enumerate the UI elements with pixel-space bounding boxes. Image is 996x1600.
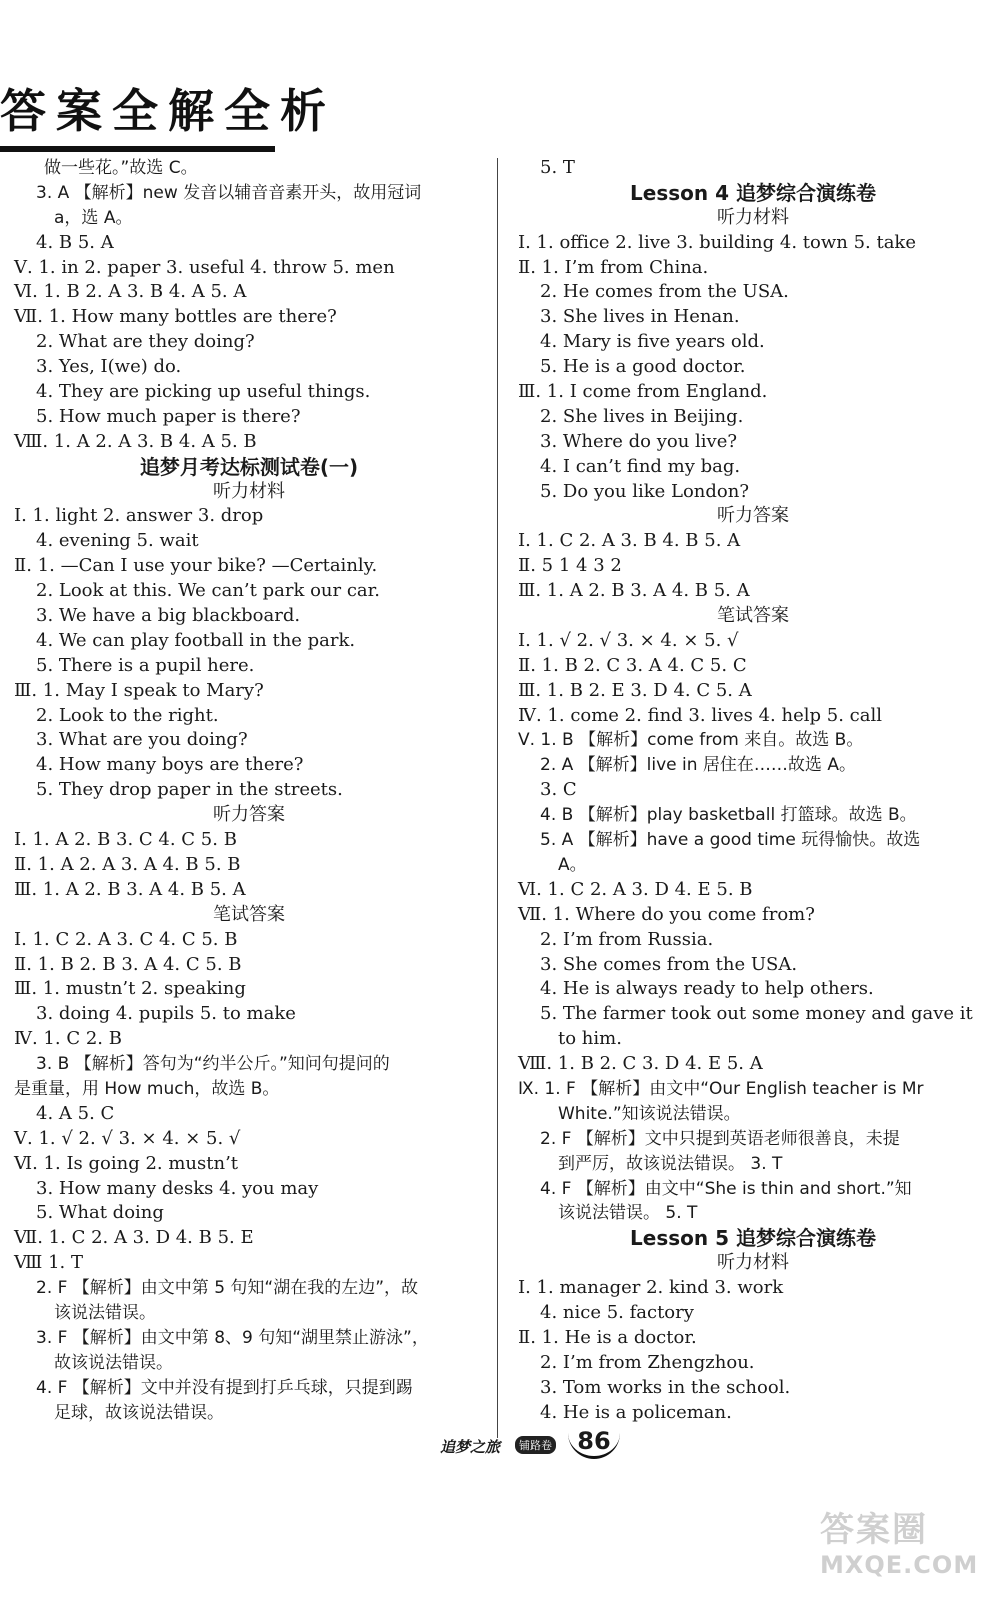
answer-line: 5. A 【解析】have a good time 玩得愉快。故选 [540,830,921,851]
answer-line: Ⅳ. 1. C 2. B [14,1028,122,1050]
answer-line: Ⅲ. 1. A 2. B 3. A 4. B 5. A [518,580,750,602]
answer-line: 3. How many desks 4. you may [36,1177,319,1199]
answer-line: Ⅰ. 1. √ 2. √ 3. × 4. × 5. √ [518,629,739,651]
answer-line: 足球，故该说法错误。 [54,1402,224,1423]
answer-line: 3. F 【解析】由文中第 8、9 句知“湖里禁止游泳”， [36,1327,429,1348]
answer-line: 2. F 【解析】由文中第 5 句知“湖在我的左边”，故 [36,1278,419,1299]
answer-line: 是重量，用 How much，故选 B。 [14,1078,280,1099]
answer-line: Ⅳ. 1. come 2. find 3. lives 4. help 5. call [518,704,882,726]
answer-line: 3. She lives in Henan. [540,306,740,328]
answer-line: Ⅸ. 1. F 【解析】由文中“Our English teacher is Mr [518,1078,924,1099]
answer-line: 5. The farmer took out some money and gave it [540,1003,973,1025]
answer-line: 5. There is a pupil here. [36,654,255,676]
answer-line: Ⅷ 1. T [14,1252,83,1274]
watermark [820,1502,980,1582]
answer-line: Ⅲ. 1. I come from England. [518,381,768,403]
answer-line: Ⅶ. 1. How many bottles are there? [14,306,337,328]
answer-line: Ⅵ. 1. C 2. A 3. D 4. E 5. B [518,878,753,900]
answer-line: Ⅱ. 1. B 2. B 3. A 4. C 5. B [14,953,242,975]
answer-line: Ⅱ. 1. B 2. C 3. A 4. C 5. C [518,654,747,676]
answer-line: Ⅰ. 1. C 2. A 3. B 4. B 5. A [518,530,741,552]
answer-line: Ⅷ. 1. A 2. A 3. B 4. A 5. B [14,430,257,452]
answer-line: Ⅴ. 1. B 【解析】come from 来自。故选 B。 [518,730,864,751]
page-title: 答案全解全析 [0,84,336,138]
subsection-heading: 听力材料 [717,206,789,228]
answer-line: 5. Do you like London? [540,480,749,502]
answer-line: 3. doing 4. pupils 5. to make [36,1003,296,1025]
answer-line: 3. What are you doing? [36,729,248,751]
answer-line: 4. They are picking up useful things. [36,381,371,403]
answer-line: 4. B 【解析】play basketball 打篮球。故选 B。 [540,805,917,826]
section-heading: Lesson 5 追梦综合演练卷 [630,1226,876,1251]
answer-line: Ⅲ. 1. May I speak to Mary? [14,679,264,701]
answer-line: 5. He is a good doctor. [540,356,746,378]
answer-line: 5. They drop paper in the streets. [36,779,343,801]
answer-line: Ⅰ. 1. manager 2. kind 3. work [518,1277,784,1299]
answer-line: 2. She lives in Beijing. [540,405,744,427]
answer-line: Ⅷ. 1. B 2. C 3. D 4. E 5. A [518,1053,763,1075]
answer-line: 2. I’m from Russia. [540,928,714,950]
answer-line: 做一些花。”故选 C。 [44,158,198,178]
answer-line: Ⅶ. 1. Where do you come from? [518,903,815,925]
watermark-bottom: MXQE.COM [820,1551,979,1579]
answer-line: White.”知该说法错误。 [558,1103,741,1124]
answer-line: 4. We can play football in the park. [36,629,356,651]
answer-line: Ⅴ. 1. in 2. paper 3. useful 4. throw 5. men [14,256,395,278]
answer-line: Ⅲ. 1. A 2. B 3. A 4. B 5. A [14,878,246,900]
answer-line: 5. T [540,157,575,178]
brand-logo: 追梦之旅 [440,1438,501,1456]
answer-line: 2. A 【解析】live in 居住在……故选 A。 [540,755,856,776]
answer-line: 4. He is a policeman. [540,1401,732,1423]
answer-line: A。 [558,854,587,875]
answer-line: 3. C [540,779,577,801]
subsection-heading: 听力材料 [717,1252,789,1274]
answer-line: 该说法错误。 5. T [558,1203,698,1224]
answer-line: 4. F 【解析】文中并没有提到打乒乓球，只提到踢 [36,1377,413,1398]
answer-line: 2. Look at this. We can’t park our car. [36,580,380,602]
answer-line: Ⅱ. 1. He is a doctor. [518,1326,697,1348]
subsection-heading: 笔试答案 [213,903,285,925]
answer-line: 3. B 【解析】答句为“约半公斤。”知问句提问的 [36,1054,390,1075]
answer-line: 4. He is always ready to help others. [540,978,874,1000]
answer-line: 故该说法错误。 [54,1352,173,1373]
answer-line: 3. Yes, I(we) do. [36,356,182,378]
subsection-heading: 听力材料 [213,480,285,502]
subsection-heading: 听力答案 [717,505,789,527]
brand-badge: 铺路卷 [515,1436,556,1454]
answer-line: 2. F 【解析】文中只提到英语老师很善良，未提 [540,1128,900,1149]
answer-line: a，选 A。 [54,207,133,228]
answer-line: Ⅰ. 1. C 2. A 3. C 4. C 5. B [14,928,238,950]
answer-line: 4. I can’t find my bag. [540,455,741,477]
watermark-top: 答案圈 [820,1510,928,1550]
answer-line: Ⅲ. 1. B 2. E 3. D 4. C 5. A [518,679,752,701]
answer-line: 4. nice 5. factory [540,1301,694,1323]
answer-line: 5. How much paper is there? [36,405,301,427]
answer-line: Ⅰ. 1. office 2. live 3. building 4. town 5. take [518,231,916,253]
answer-line: Ⅶ. 1. C 2. A 3. D 4. B 5. E [14,1227,254,1249]
answer-line: Ⅱ. 1. A 2. A 3. A 4. B 5. B [14,853,241,875]
answer-line: Ⅱ. 5 1 4 3 2 [518,555,622,577]
answer-line: 4. F 【解析】由文中“She is thin and short.”知 [540,1178,912,1199]
answer-line: Ⅱ. 1. I’m from China. [518,256,709,278]
right-column [518,156,988,1425]
answer-line: 4. Mary is five years old. [540,331,765,353]
section-heading: 追梦月考达标测试卷(一) [139,454,359,479]
answer-line: 2. What are they doing? [36,331,255,353]
left-column [14,156,484,1425]
column-divider [497,158,498,1438]
subsection-heading: 笔试答案 [717,605,789,627]
answer-line: 4. A 5. C [36,1102,115,1124]
answer-line: 4. How many boys are there? [36,754,304,776]
section-heading: Lesson 4 追梦综合演练卷 [630,180,876,205]
answer-line: 3. A 【解析】new 发音以辅音音素开头，故用冠词 [36,182,422,203]
answer-line: 2. I’m from Zhengzhou. [540,1351,755,1373]
answer-line: Ⅵ. 1. Is going 2. mustn’t [14,1152,239,1174]
answer-line: Ⅴ. 1. √ 2. √ 3. × 4. × 5. √ [14,1127,241,1149]
answer-line: to him. [558,1028,622,1050]
answer-line: 5. What doing [36,1202,164,1224]
answer-line: 到严厉，故该说法错误。 3. T [558,1153,783,1174]
answer-line: 2. Look to the right. [36,704,219,726]
answer-line: Ⅰ. 1. light 2. answer 3. drop [14,505,264,527]
answer-line: 4. B 5. A [36,231,114,253]
answer-line: Ⅱ. 1. —Can I use your bike? —Certainly. [14,555,378,577]
answer-line: Ⅵ. 1. B 2. A 3. B 4. A 5. A [14,281,247,303]
answer-line: 3. Where do you live? [540,430,738,452]
page-number: 86 [568,1426,620,1459]
answer-line: 3. We have a big blackboard. [36,605,301,627]
answer-line: Ⅲ. 1. mustn’t 2. speaking [14,978,246,1000]
answer-line: 2. He comes from the USA. [540,281,789,303]
page-footer [440,1424,650,1464]
answer-line: 3. She comes from the USA. [540,953,798,975]
answer-line: Ⅰ. 1. A 2. B 3. C 4. C 5. B [14,829,237,851]
title-rule [0,146,275,152]
answer-line: 4. evening 5. wait [36,530,199,552]
answer-line: 该说法错误。 [54,1302,156,1323]
answer-line: 3. Tom works in the school. [540,1376,791,1398]
subsection-heading: 听力答案 [213,804,285,826]
